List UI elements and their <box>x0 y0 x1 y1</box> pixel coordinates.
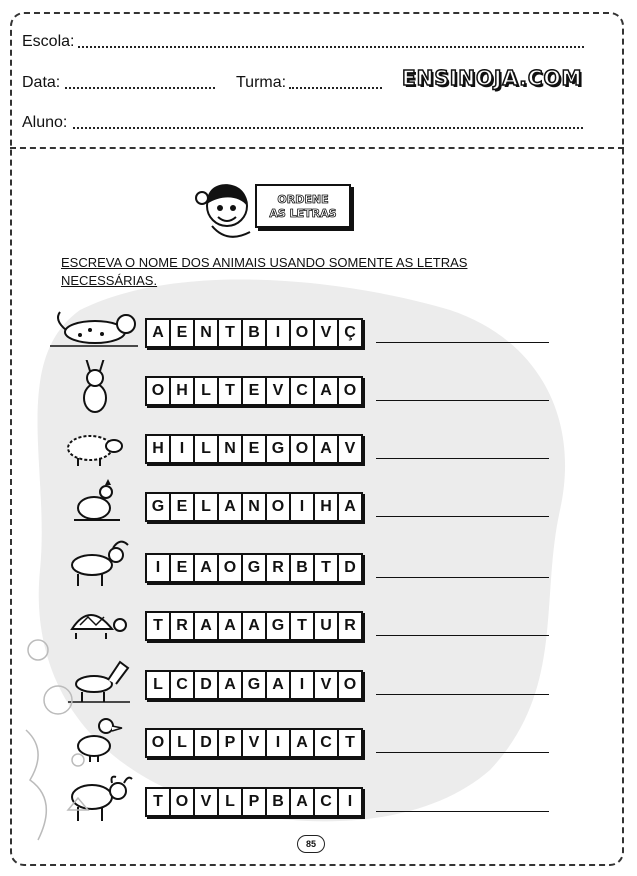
letter-tile: V <box>195 789 219 815</box>
letter-tile: V <box>315 672 339 698</box>
class-field[interactable] <box>289 87 382 89</box>
letter-tile: G <box>267 436 291 462</box>
class-label: Turma: <box>236 74 287 91</box>
letter-tile: C <box>315 789 339 815</box>
letter-tile: A <box>344 498 356 515</box>
letter-tile: H <box>315 494 339 520</box>
letter-tile: B <box>267 789 291 815</box>
letter-tile: T <box>291 613 315 639</box>
answer-line[interactable] <box>376 516 549 517</box>
letter-tile: V <box>315 320 339 346</box>
letter-tile: I <box>147 555 171 581</box>
brand-logo: ENSINOJA.COM <box>402 66 583 90</box>
letter-tile: R <box>267 555 291 581</box>
goat-icon <box>50 537 140 593</box>
letter-tile: E <box>171 320 195 346</box>
school-label: Escola: <box>22 33 75 50</box>
letter-tile: B <box>291 555 315 581</box>
letter-tiles <box>145 553 363 583</box>
letter-tile: T <box>147 613 171 639</box>
letter-tile: V <box>243 730 267 756</box>
letter-tile: T <box>315 555 339 581</box>
letter-tile: I <box>171 436 195 462</box>
letter-tile: O <box>291 320 315 346</box>
corner-decoration-icon <box>18 610 108 850</box>
letter-tile: L <box>195 494 219 520</box>
answer-line[interactable] <box>376 694 549 695</box>
letter-tile: L <box>195 378 219 404</box>
exercise-row <box>0 547 637 591</box>
letter-tile: N <box>243 494 267 520</box>
activity-title <box>255 184 351 228</box>
letter-tile: B <box>243 320 267 346</box>
letter-tile: A <box>291 789 315 815</box>
letter-tile: A <box>195 555 219 581</box>
letter-tile: E <box>171 494 195 520</box>
letter-tile: D <box>195 730 219 756</box>
letter-tile: A <box>219 494 243 520</box>
letter-tiles <box>145 434 363 464</box>
letter-tile: G <box>147 494 171 520</box>
letter-tile: G <box>243 672 267 698</box>
letter-tiles <box>145 728 363 758</box>
student-field[interactable] <box>73 127 583 129</box>
answer-line[interactable] <box>376 400 549 401</box>
letter-tile: O <box>343 382 357 399</box>
letter-tile: O <box>147 378 171 404</box>
letter-tile: C <box>315 730 339 756</box>
letter-tile: O <box>147 730 171 756</box>
letter-tile: E <box>243 378 267 404</box>
page-number: 85 <box>297 835 325 853</box>
jaguar-icon <box>50 302 140 358</box>
letter-tile: A <box>315 378 339 404</box>
date-label: Data: <box>22 74 61 91</box>
date-field[interactable] <box>65 87 215 89</box>
letter-tile: N <box>219 436 243 462</box>
letter-tile: I <box>267 320 291 346</box>
letter-tile: L <box>171 730 195 756</box>
rabbit-icon <box>50 360 140 416</box>
letter-tile: A <box>195 613 219 639</box>
header-divider <box>10 147 624 149</box>
sheep-icon <box>50 418 140 474</box>
letter-tiles <box>145 670 363 700</box>
letter-tile: U <box>315 613 339 639</box>
letter-tile: O <box>219 555 243 581</box>
title-line-2: AS LETRAS <box>269 207 337 220</box>
letter-tiles <box>145 611 363 641</box>
letter-tile: I <box>347 793 353 810</box>
letter-tile: T <box>147 789 171 815</box>
letter-tiles <box>145 787 363 817</box>
instruction-text <box>61 254 511 290</box>
letter-tile: O <box>343 676 357 693</box>
letter-tile: H <box>147 436 171 462</box>
letter-tiles <box>145 492 363 522</box>
letter-tile: O <box>291 436 315 462</box>
letter-tile: P <box>219 730 243 756</box>
letter-tile: R <box>171 613 195 639</box>
letter-tile: G <box>243 555 267 581</box>
letter-tile: R <box>344 617 356 634</box>
letter-tiles <box>145 376 363 406</box>
letter-tile: L <box>195 436 219 462</box>
letter-tile: T <box>219 320 243 346</box>
letter-tile: A <box>315 436 339 462</box>
letter-tile: L <box>147 672 171 698</box>
letter-tile: A <box>267 672 291 698</box>
letter-tile: V <box>344 440 356 457</box>
letter-tile: G <box>267 613 291 639</box>
answer-line[interactable] <box>376 342 549 343</box>
instruction-line-1: ESCREVA O NOME DOS ANIMAIS USANDO SOMENTE AS LETRAS <box>61 255 468 270</box>
letter-tile: T <box>345 734 355 751</box>
letter-tile: L <box>219 789 243 815</box>
letter-tile: P <box>243 789 267 815</box>
letter-tile: D <box>195 672 219 698</box>
letter-tile: N <box>195 320 219 346</box>
answer-line[interactable] <box>376 458 549 459</box>
letter-tile: T <box>219 378 243 404</box>
letter-tile: A <box>219 672 243 698</box>
letter-tile: Ç <box>344 324 356 341</box>
letter-tile: H <box>171 378 195 404</box>
letter-tile: V <box>267 378 291 404</box>
hen-icon <box>50 476 140 532</box>
letter-tile: O <box>171 789 195 815</box>
title-line-1: ORDENE <box>277 193 329 206</box>
answer-line[interactable] <box>376 577 549 578</box>
exercise-row <box>0 312 637 356</box>
girl-mascot-icon <box>192 176 262 246</box>
letter-tile: I <box>267 730 291 756</box>
letter-tile: A <box>243 613 267 639</box>
letter-tile: E <box>243 436 267 462</box>
letter-tile: I <box>291 494 315 520</box>
letter-tile: O <box>267 494 291 520</box>
letter-tile: A <box>291 730 315 756</box>
letter-tile: E <box>171 555 195 581</box>
school-field[interactable] <box>78 46 584 48</box>
letter-tile: C <box>171 672 195 698</box>
letter-tile: A <box>219 613 243 639</box>
answer-line[interactable] <box>376 752 549 753</box>
letter-tile: D <box>344 559 356 576</box>
instruction-line-2: NECESSÁRIAS. <box>61 273 158 288</box>
letter-tile: C <box>291 378 315 404</box>
letter-tile: A <box>147 320 171 346</box>
answer-line[interactable] <box>376 811 549 812</box>
letter-tile: I <box>291 672 315 698</box>
student-label: Aluno: <box>22 114 68 131</box>
exercise-row <box>0 370 637 414</box>
exercise-row <box>0 428 637 472</box>
exercise-row <box>0 486 637 530</box>
letter-tiles <box>145 318 363 348</box>
answer-line[interactable] <box>376 635 549 636</box>
